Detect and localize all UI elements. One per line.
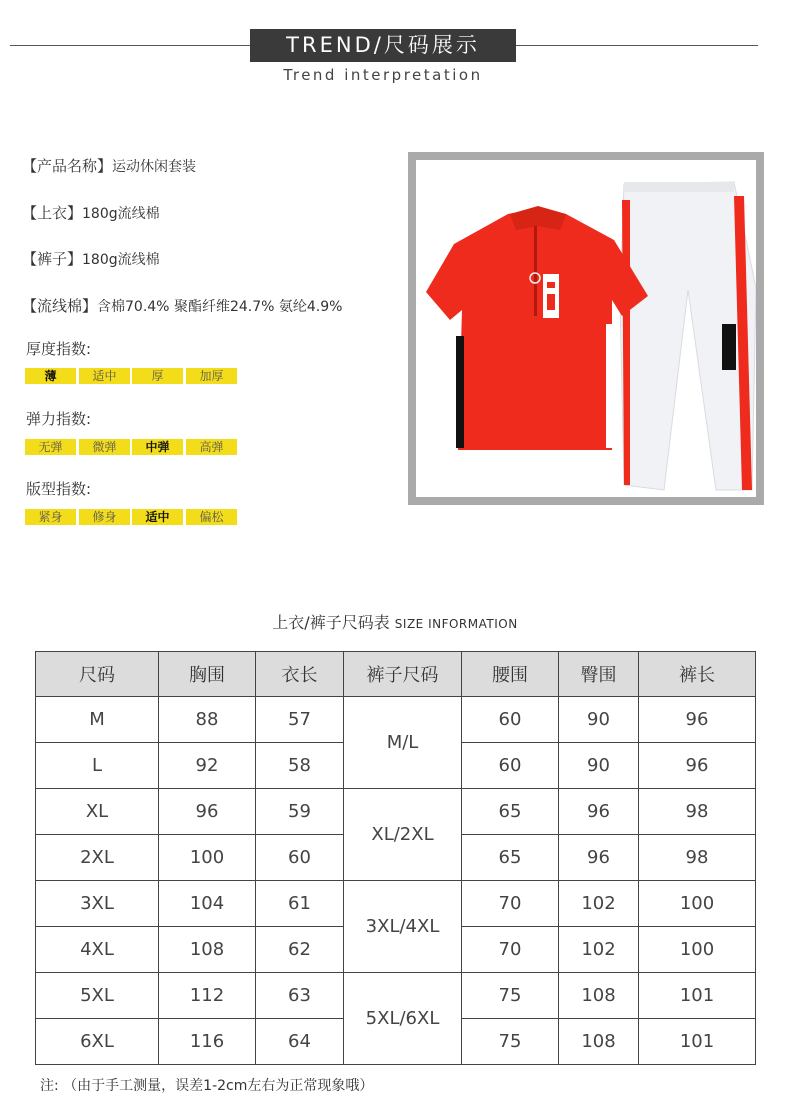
elasticity-option: 微弹 [79, 439, 130, 455]
cell-hip: 102 [559, 927, 639, 973]
fit-option: 偏松 [186, 509, 237, 525]
header-chest: 胸围 [159, 652, 256, 697]
size-table [35, 651, 756, 1065]
cell-size: M [36, 697, 159, 743]
elasticity-option: 无弹 [25, 439, 76, 455]
cell-pants-length: 98 [639, 835, 756, 881]
spec-value: 运动休闲套装 [112, 159, 197, 175]
cell-length: 59 [256, 789, 344, 835]
cell-waist: 60 [462, 697, 559, 743]
elasticity-title: 弹力指数: [26, 410, 92, 428]
thickness-option: 加厚 [186, 368, 237, 384]
elasticity-option: 中弹 [132, 439, 183, 455]
cell-pants-size: 3XL/4XL [344, 881, 462, 973]
spec-value: 含棉70.4% 聚酯纤维24.7% 氨纶4.9% [97, 299, 343, 315]
cell-chest: 104 [159, 881, 256, 927]
tracksuit-illustration [416, 160, 756, 497]
fit-option: 紧身 [25, 509, 76, 525]
cell-pants-length: 96 [639, 697, 756, 743]
size-table-title-en: SIZE INFORMATION [394, 617, 518, 631]
header-hip: 臀围 [559, 652, 639, 697]
cell-size: 6XL [36, 1019, 159, 1065]
cell-hip: 96 [559, 835, 639, 881]
size-table-title [0, 610, 790, 633]
measurement-note: 注: （由于手工测量，误差1-2cm左右为正常现象哦） [40, 1078, 374, 1094]
header-pants-size: 裤子尺码 [344, 652, 462, 697]
header-rule-right [516, 45, 758, 46]
cell-length: 62 [256, 927, 344, 973]
cell-length: 60 [256, 835, 344, 881]
header-length: 衣长 [256, 652, 344, 697]
header-pants-length: 裤长 [639, 652, 756, 697]
cell-chest: 96 [159, 789, 256, 835]
spec-top [22, 202, 160, 223]
table-row [36, 697, 756, 743]
cell-pants-length: 96 [639, 743, 756, 789]
spec-value: 180g流线棉 [82, 206, 160, 222]
table-header-row [36, 652, 756, 697]
cell-chest: 116 [159, 1019, 256, 1065]
cell-hip: 108 [559, 1019, 639, 1065]
spec-label: 【裤子】 [22, 250, 83, 268]
shirt-illustration [426, 206, 648, 450]
table-row [36, 789, 756, 835]
section-subtitle: Trend interpretation [283, 66, 483, 84]
cell-waist: 75 [462, 973, 559, 1019]
cell-hip: 90 [559, 697, 639, 743]
thickness-option: 薄 [25, 368, 76, 384]
cell-chest: 100 [159, 835, 256, 881]
thickness-title: 厚度指数: [26, 340, 92, 358]
header-rule-left [10, 45, 250, 46]
cell-waist: 65 [462, 835, 559, 881]
cell-length: 57 [256, 697, 344, 743]
cell-hip: 102 [559, 881, 639, 927]
cell-pants-size: 5XL/6XL [344, 973, 462, 1065]
product-photo [416, 160, 756, 497]
thickness-option: 厚 [132, 368, 183, 384]
cell-waist: 60 [462, 743, 559, 789]
cell-waist: 75 [462, 1019, 559, 1065]
cell-chest: 112 [159, 973, 256, 1019]
cell-size: 3XL [36, 881, 159, 927]
cell-chest: 92 [159, 743, 256, 789]
fit-option: 修身 [79, 509, 130, 525]
cell-size: XL [36, 789, 159, 835]
cell-hip: 96 [559, 789, 639, 835]
cell-pants-size: M/L [344, 697, 462, 789]
spec-fabric [22, 295, 342, 316]
cell-length: 64 [256, 1019, 344, 1065]
fit-option: 适中 [132, 509, 183, 525]
cell-hip: 90 [559, 743, 639, 789]
table-row [36, 881, 756, 927]
cell-length: 63 [256, 973, 344, 1019]
cell-waist: 65 [462, 789, 559, 835]
cell-hip: 108 [559, 973, 639, 1019]
product-photo-frame [408, 152, 764, 505]
cell-pants-length: 98 [639, 789, 756, 835]
cell-pants-size: XL/2XL [344, 789, 462, 881]
cell-pants-length: 100 [639, 881, 756, 927]
spec-value: 180g流线棉 [82, 252, 160, 268]
thickness-option: 适中 [79, 368, 130, 384]
spec-product-name [22, 155, 196, 176]
spec-label: 【上衣】 [22, 204, 83, 222]
cell-size: 4XL [36, 927, 159, 973]
cell-pants-length: 101 [639, 973, 756, 1019]
cell-length: 58 [256, 743, 344, 789]
cell-waist: 70 [462, 881, 559, 927]
header-waist: 腰围 [462, 652, 559, 697]
spec-label: 【产品名称】 [22, 157, 113, 175]
table-row [36, 973, 756, 1019]
cell-length: 61 [256, 881, 344, 927]
cell-size: 5XL [36, 973, 159, 1019]
section-title: TREND/尺码展示 [250, 29, 516, 62]
spec-pants [22, 248, 160, 269]
cell-chest: 108 [159, 927, 256, 973]
cell-chest: 88 [159, 697, 256, 743]
spec-label: 【流线棉】 [22, 297, 98, 315]
cell-waist: 70 [462, 927, 559, 973]
elasticity-option: 高弹 [186, 439, 237, 455]
fit-title: 版型指数: [26, 480, 92, 498]
size-table-title-cn: 上衣/裤子尺码表 [272, 613, 390, 632]
cell-pants-length: 100 [639, 927, 756, 973]
cell-pants-length: 101 [639, 1019, 756, 1065]
pants-illustration [620, 182, 756, 490]
cell-size: 2XL [36, 835, 159, 881]
header-size: 尺码 [36, 652, 159, 697]
cell-size: L [36, 743, 159, 789]
